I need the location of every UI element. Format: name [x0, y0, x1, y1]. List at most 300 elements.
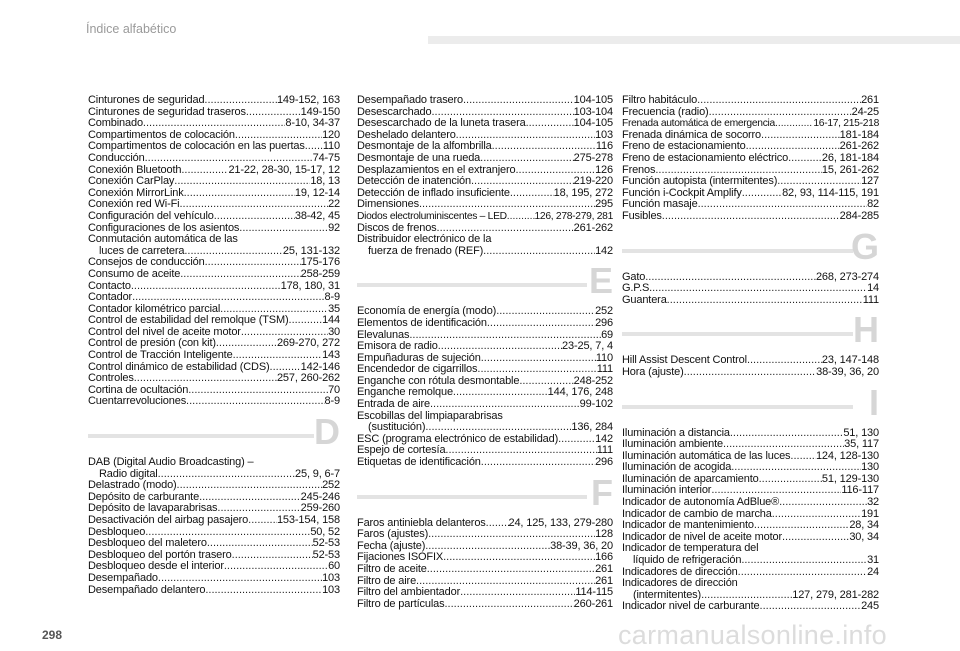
entry-dots — [730, 428, 844, 440]
entry-term: Filtro de partículas — [357, 597, 445, 610]
entry-pages: 104-105 — [573, 117, 613, 130]
entry-pages: 99-102 — [579, 398, 613, 411]
entry-term: Configuraciones de los asientos — [88, 221, 240, 234]
entry-term: Desactivación del airbag pasajero — [88, 514, 249, 526]
entry-dots — [697, 95, 861, 107]
entry-dots — [471, 176, 574, 188]
index-entry[interactable] — [88, 573, 340, 585]
section-letter-f: F — [591, 471, 613, 513]
entry-term: Conexión MirrorLink — [88, 186, 184, 199]
entry-dots — [772, 509, 861, 521]
entry-term: Indicadores de dirección — [622, 565, 738, 578]
entry-pages: 128 — [595, 528, 613, 541]
entry-list-g — [622, 272, 879, 307]
entry-term: Economía de energía (modo) — [357, 305, 497, 318]
entry-term: Empuñaduras de sujeción — [357, 351, 481, 364]
index-entry[interactable] — [357, 95, 613, 107]
entry-pages: 19, 12-14 — [294, 186, 340, 199]
index-entry[interactable] — [622, 107, 879, 119]
entry-pages: 116 — [595, 140, 613, 153]
entry-dots — [145, 153, 313, 165]
entry-pages: 31 — [867, 554, 879, 567]
index-column-1 — [88, 95, 340, 596]
entry-pages: 8-9 — [324, 291, 340, 304]
entry-term: Desmontaje de la alfombrilla — [357, 140, 492, 153]
entry-term: Fusibles — [622, 209, 662, 222]
entry-term: Hora (ajuste) — [622, 365, 684, 378]
index-entry[interactable] — [357, 318, 613, 330]
entry-term: Radio digital — [99, 467, 158, 480]
entry-dots — [790, 451, 816, 463]
entry-pages: 32 — [867, 496, 879, 509]
index-entry[interactable] — [88, 95, 340, 107]
section-divider-g — [622, 225, 879, 267]
entry-term: Filtro de aire — [357, 574, 417, 587]
entry-term: G.P.S. — [622, 282, 653, 295]
entry-term: Frenada automática de emergencia — [622, 118, 775, 130]
entry-term: Consumo de aceite — [88, 267, 181, 280]
entry-dots — [480, 153, 574, 165]
entry-pages: 143 — [322, 349, 340, 362]
entry-dots — [248, 515, 277, 527]
entry-pages: 178, 180, 31 — [280, 279, 340, 292]
entry-pages: 104-105 — [573, 94, 613, 106]
entry-dots — [526, 118, 574, 130]
entry-term: Faros antiniebla delanteros — [357, 516, 486, 529]
index-entry[interactable] — [88, 396, 340, 408]
entry-dots — [662, 211, 840, 223]
index-entry[interactable] — [622, 295, 879, 307]
entry-term: Iluminación ambiente — [622, 438, 723, 451]
index-entry[interactable] — [622, 367, 879, 379]
entry-pages: 144 — [322, 314, 340, 327]
entry-pages: 35 — [328, 302, 340, 315]
entry-term: Control de estabilidad del remolque (TSM) — [88, 314, 289, 327]
entry-pages: 103 — [322, 571, 340, 584]
entry-pages: 261 — [595, 563, 613, 575]
entry-dots — [174, 176, 310, 188]
entry-list-h — [622, 355, 879, 378]
entry-term: Conducción — [88, 151, 145, 164]
entry-term: Elementos de identificación — [357, 316, 487, 329]
index-entry[interactable] — [88, 176, 340, 188]
index-entry-heading: Indicador de temperatura del — [622, 542, 759, 555]
entry-dots — [181, 165, 228, 177]
entry-term: Cinturones de seguridad traseros — [88, 105, 246, 118]
watermark-text: carmanualsonline.info — [618, 620, 887, 650]
section-letter-d: D — [314, 411, 340, 453]
entry-pages: 51, 130 — [843, 426, 879, 439]
entry-term: Filtro del ambientador — [357, 586, 461, 599]
entry-term: Control de presión (con kit) — [88, 337, 216, 350]
entry-pages: 23-25, 7, 4 — [562, 340, 613, 353]
entry-dots — [741, 555, 867, 567]
entry-dots — [132, 292, 324, 304]
index-entry[interactable] — [622, 497, 879, 509]
entry-term: Desempañado trasero — [357, 94, 463, 106]
entry-term: (intermitentes) — [633, 588, 702, 601]
index-entry[interactable] — [88, 269, 340, 281]
entry-pages: 21-22, 28-30, 15-17, 12 — [228, 163, 340, 176]
entry-term: Conexión Bluetooth — [88, 163, 182, 176]
entry-pages: 142 — [595, 244, 613, 257]
entry-term: Iluminación interior — [622, 484, 712, 497]
entry-dots — [709, 107, 852, 119]
entry-dots — [761, 130, 840, 142]
entry-dots — [239, 223, 328, 235]
entry-dots — [158, 573, 322, 585]
index-column-2 — [357, 95, 613, 610]
entry-pages: 245-246 — [300, 490, 340, 503]
entry-pages: 28, 34 — [849, 519, 879, 532]
entry-dots — [738, 567, 867, 579]
entry-term: fuerza de frenado (REF) — [368, 244, 484, 257]
section-letter-h: H — [853, 309, 879, 351]
entry-pages: 50, 52 — [310, 525, 340, 538]
entry-pages: 268, 273-274 — [815, 270, 879, 283]
entry-dots — [205, 585, 322, 597]
entry-term: Desbloqueo desde el interior — [88, 560, 224, 573]
index-entry[interactable] — [622, 283, 879, 295]
index-entry[interactable] — [622, 211, 879, 223]
entry-term: Iluminación de aparcamiento — [622, 472, 759, 485]
entry-term: Cinturones de seguridad — [88, 94, 205, 106]
entry-list-e2 — [357, 434, 613, 469]
entry-dots — [453, 387, 548, 399]
entry-pages: 15, 261-262 — [821, 163, 879, 176]
entry-term: Conexión red Wi-Fi — [88, 198, 180, 211]
entry-dots — [430, 399, 580, 411]
entry-pages: 8-9 — [324, 395, 340, 408]
entry-term: luces de carretera — [99, 244, 185, 257]
index-entry[interactable] — [622, 439, 879, 451]
index-entry-heading: Conmutación automática de las — [88, 233, 238, 246]
entry-pages: 69 — [601, 328, 613, 341]
entry-pages: 8-10, 34-37 — [285, 117, 340, 130]
entry-pages: 74-75 — [312, 151, 340, 164]
entry-pages: 144, 176, 248 — [547, 386, 613, 399]
index-entry[interactable] — [622, 153, 879, 165]
entry-dots — [510, 188, 554, 200]
index-entry[interactable] — [88, 585, 340, 597]
entry-term: Filtro de aceite — [357, 563, 427, 575]
entry-pages: 25, 131-132 — [282, 244, 340, 257]
entry-term: Contador — [88, 291, 133, 304]
entry-pages: 24, 125, 133, 279-280 — [508, 516, 613, 529]
index-entry[interactable] — [88, 292, 340, 304]
entry-pages: 149-152, 163 — [276, 94, 340, 106]
section-divider-h — [622, 309, 879, 351]
entry-pages: 111 — [596, 444, 613, 457]
entry-term: Función masaje — [622, 198, 698, 211]
entry-dots — [779, 497, 867, 509]
entry-term: Conexión CarPlay — [88, 175, 175, 188]
entry-pages: 22 — [328, 198, 340, 211]
entry-dots — [186, 396, 325, 408]
entry-dots — [180, 269, 300, 281]
entry-list-f — [357, 518, 613, 611]
entry-term: Iluminación de acogida — [622, 461, 732, 474]
entry-pages: 153-154, 158 — [276, 514, 340, 526]
entry-term: Discos de frenos — [357, 221, 437, 234]
entry-term: Hill Assist Descent Control — [622, 354, 747, 367]
entry-term: Encendedor de cigarrillos — [357, 363, 478, 376]
entry-dots — [558, 434, 595, 446]
entry-dots — [652, 283, 867, 295]
index-entry[interactable] — [357, 199, 613, 211]
entry-term: Freno de estacionamiento — [622, 140, 746, 153]
entry-term: Detección de inflado insuficiente — [357, 186, 510, 199]
section-divider-f — [357, 471, 613, 513]
entry-dots — [782, 532, 849, 544]
divider-rule — [357, 495, 587, 499]
entry-dots — [443, 552, 595, 564]
entry-dots — [188, 385, 328, 397]
entry-pages: 248-252 — [573, 374, 613, 387]
entry-dots — [742, 188, 782, 200]
entry-term: Desempañado delantero — [88, 583, 206, 596]
entry-term: Desbloqueo — [88, 525, 146, 538]
entry-dots — [684, 367, 816, 379]
entry-dots — [289, 315, 323, 327]
entry-pages: 38-42, 45 — [294, 209, 340, 222]
entry-term: Controles — [88, 372, 134, 385]
entry-pages: 296 — [595, 456, 613, 469]
entry-pages: 295 — [595, 198, 613, 211]
index-entry[interactable] — [357, 246, 613, 258]
entry-dots — [775, 118, 813, 130]
entry-pages: 52-53 — [312, 548, 340, 561]
index-entry[interactable] — [88, 153, 340, 165]
entry-pages: 38-39, 36, 20 — [550, 539, 613, 552]
entry-pages: 25, 9, 6-7 — [295, 467, 340, 480]
entry-term: Enganche con rótula desmontable — [357, 374, 520, 387]
entry-pages: 259-260 — [300, 502, 340, 515]
entry-term: Depósito de lavaparabrisas — [88, 502, 218, 515]
index-entry-heading: Indicadores de dirección — [622, 577, 738, 590]
index-entry[interactable] — [88, 350, 340, 362]
index-entry[interactable] — [357, 599, 613, 611]
entry-pages: 126, 278-279, 281 — [534, 210, 613, 222]
entry-pages: 52-53 — [312, 537, 340, 550]
entry-dots — [481, 457, 595, 469]
entry-term: Configuración del vehículo — [88, 209, 214, 222]
section-letter-i: I — [868, 381, 879, 423]
entry-pages: 26, 181-184 — [821, 151, 879, 164]
entry-term: Función i-Cockpit Amplify — [622, 186, 742, 199]
entry-dots — [507, 211, 535, 223]
entry-pages: 126 — [595, 163, 613, 176]
divider-rule — [622, 332, 853, 336]
entry-pages: 51, 129-130 — [821, 472, 879, 485]
entry-dots — [158, 469, 295, 481]
entry-dots — [232, 550, 313, 562]
entry-pages: 261-262 — [839, 140, 879, 153]
entry-list-i — [622, 428, 879, 544]
entry-term: Compartimentos de colocación en las puertas — [88, 140, 305, 153]
entry-term: Etiquetas de identificación — [357, 456, 481, 469]
entry-pages: 261 — [861, 94, 879, 106]
entry-pages: 103 — [322, 583, 340, 596]
entry-term: Control de Tracción Inteligente — [88, 349, 233, 362]
entry-pages: 30, 34 — [849, 530, 879, 543]
entry-pages: 18, 13 — [310, 175, 340, 188]
entry-pages: 252 — [322, 479, 340, 492]
section-letter-e: E — [588, 260, 613, 302]
entry-term: Consejos de conducción — [88, 256, 205, 269]
entry-pages: 30 — [328, 325, 340, 338]
entry-dots — [444, 599, 573, 611]
index-entry[interactable] — [622, 176, 879, 188]
entry-pages: 261 — [595, 574, 613, 587]
entry-pages: 296 — [595, 316, 613, 329]
entry-term: Delastrado (modo) — [88, 479, 177, 492]
entry-dots — [184, 188, 295, 200]
entry-pages: 130 — [861, 461, 879, 474]
entry-list-f2 — [622, 95, 879, 223]
entry-term: Frenos — [622, 163, 656, 176]
entry-dots — [204, 95, 277, 107]
entry-term: Guantera — [622, 293, 667, 306]
entry-term: Contacto — [88, 279, 131, 292]
index-entry[interactable] — [622, 272, 879, 284]
entry-term: Iluminación automática de las luces — [622, 449, 791, 462]
entry-term: Deshelado delantero — [357, 128, 456, 141]
section-divider-e — [357, 260, 613, 302]
entry-dots — [131, 281, 281, 293]
index-entry[interactable] — [622, 95, 879, 107]
entry-pages: 111 — [862, 293, 879, 306]
entry-dots — [487, 318, 595, 330]
entry-pages: 136, 284 — [571, 421, 613, 434]
entry-term: Emisora de radio — [357, 340, 438, 353]
index-entry[interactable] — [88, 515, 340, 527]
entry-pages: 142 — [595, 432, 613, 445]
entry-pages: 82 — [867, 198, 879, 211]
entry-pages: 92 — [328, 221, 340, 234]
entry-dots — [723, 439, 844, 451]
entry-dots — [205, 257, 301, 269]
entry-term: Diodos electroluminiscentes – LED — [357, 210, 507, 222]
entry-term: Fijaciones ISOFIX — [357, 551, 444, 564]
entry-pages: 16-17, 215-218 — [813, 118, 879, 130]
page-header-title: Índice alfabético — [86, 22, 177, 36]
entry-pages: 114-115 — [575, 586, 613, 599]
entry-pages: 70 — [328, 383, 340, 396]
index-entry[interactable] — [622, 555, 879, 567]
entry-pages: 258-259 — [300, 267, 340, 280]
entry-term: Filtro habitáculo — [622, 94, 698, 106]
index-entry[interactable] — [357, 341, 613, 353]
divider-rule — [357, 283, 587, 287]
index-entry[interactable] — [357, 564, 613, 576]
entry-term: Desmontaje de una rueda — [357, 151, 481, 164]
entry-dots — [233, 350, 323, 362]
entry-term: Faros (ajustes) — [357, 528, 429, 541]
entry-term: Frenada dinámica de socorro — [622, 128, 762, 141]
entry-pages: 111 — [596, 363, 613, 376]
entry-pages: 127 — [861, 175, 879, 188]
entry-dots — [438, 341, 562, 353]
entry-dots — [427, 564, 595, 576]
entry-term: Entrada de aire — [357, 398, 430, 411]
entry-pages: 245 — [861, 600, 879, 613]
entry-dots — [760, 601, 862, 613]
entry-dots — [425, 541, 550, 553]
entry-pages: 23, 147-148 — [821, 354, 879, 367]
section-divider-d — [88, 411, 340, 453]
entry-term: Control dinámico de estabilidad (CDS) — [88, 360, 270, 373]
entry-term: Desempañado — [88, 571, 158, 584]
index-entry[interactable] — [357, 153, 613, 165]
entry-pages: 103-104 — [573, 105, 613, 118]
entry-pages: 275-278 — [573, 151, 613, 164]
entry-pages: 149-150 — [300, 105, 340, 118]
entry-term: Contador kilométrico parcial — [88, 302, 221, 315]
index-entry-heading: Escobillas del limpiaparabrisas — [357, 409, 503, 422]
divider-rule — [88, 434, 314, 438]
entry-pages: 60 — [328, 560, 340, 573]
entry-pages: 35, 117 — [844, 438, 879, 451]
entry-term: Control del nivel de aceite motor — [88, 325, 241, 338]
entry-term: Fecha (ajuste) — [357, 539, 426, 552]
index-entry[interactable] — [357, 211, 613, 223]
entry-term: Función autopista (intermitentes) — [622, 175, 778, 188]
entry-term: Dimensiones — [357, 198, 419, 211]
entry-pages: 261-262 — [573, 221, 613, 234]
entry-term: Frecuencia (radio) — [622, 105, 709, 118]
entry-term: Enganche remolque — [357, 386, 453, 399]
entry-term: Elevalunas — [357, 328, 410, 341]
entry-pages: 103 — [595, 128, 613, 141]
entry-term: Iluminación a distancia — [622, 426, 730, 439]
entry-term: Compartimentos de colocación — [88, 128, 235, 141]
entry-term: Cuentarrevoluciones — [88, 395, 187, 408]
header-bar — [428, 36, 960, 44]
entry-pages: 252 — [595, 305, 613, 318]
entry-pages: 127, 279, 281-282 — [792, 588, 879, 601]
index-entry[interactable] — [357, 457, 613, 469]
entry-term: Indicador nivel de carburante — [622, 600, 760, 613]
entry-dots — [481, 353, 596, 365]
entry-pages: 82, 93, 114-115, 191 — [782, 186, 879, 199]
entry-dots — [645, 272, 816, 284]
divider-rule — [622, 405, 853, 409]
entry-dots — [214, 211, 295, 223]
entry-dots — [788, 153, 822, 165]
entry-dots — [777, 176, 861, 188]
entry-term: Indicador de autonomía AdBlue® — [622, 496, 780, 509]
entry-pages: 175-176 — [300, 256, 340, 269]
section-divider-i — [622, 381, 879, 423]
entry-pages: 116-117 — [841, 484, 879, 497]
entry-pages: 124, 128-130 — [815, 449, 879, 462]
entry-dots — [463, 95, 574, 107]
divider-rule — [622, 249, 853, 253]
entry-pages: 284-285 — [839, 209, 879, 222]
entry-term: Gato — [622, 270, 646, 283]
entry-pages: 260-261 — [573, 597, 613, 610]
entry-dots — [759, 474, 822, 486]
entry-pages: 110 — [322, 140, 340, 153]
index-entry[interactable] — [357, 399, 613, 411]
index-entry[interactable] — [88, 211, 340, 223]
index-entry-heading: DAB (Digital Audio Broadcasting) – — [88, 456, 254, 469]
index-entry[interactable] — [357, 176, 613, 188]
entry-pages: 181-184 — [839, 128, 879, 141]
index-entry[interactable] — [622, 601, 879, 613]
entry-term: Desescarchado — [357, 105, 432, 118]
